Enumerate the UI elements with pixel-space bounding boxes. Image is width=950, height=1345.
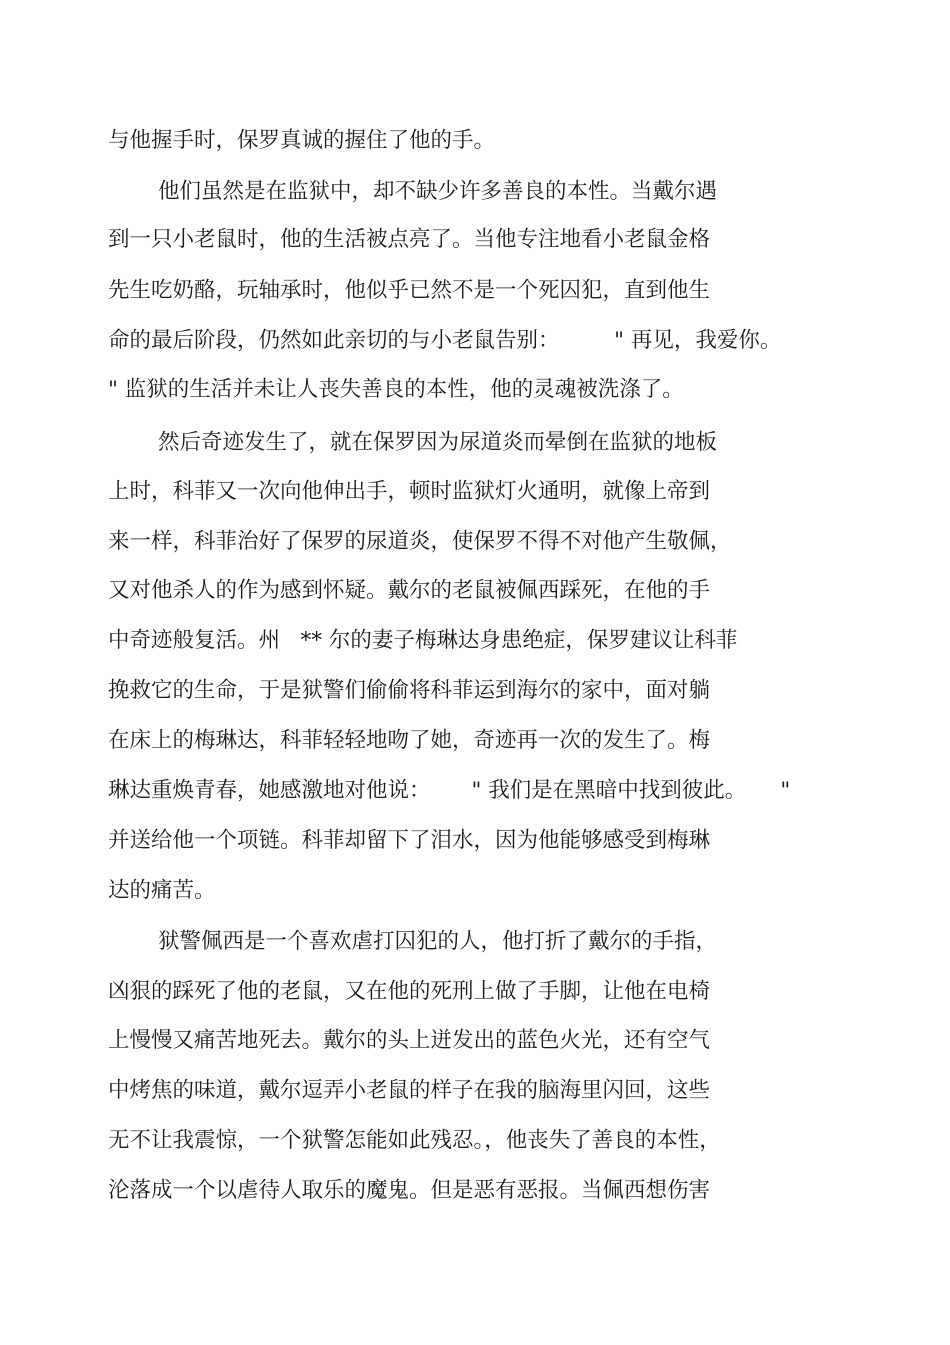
text-line: 又对他杀人的作为感到怀疑。戴尔的老鼠被佩西踩死，在他的手 <box>108 578 711 603</box>
text-line: 在床上的梅琳达，科菲轻轻地吻了她，奇迹再一次的发生了。梅 <box>108 728 711 753</box>
text-line: 沦落成一个以虐待人取乐的魔鬼。但是恶有恶报。当佩西想伤害 <box>108 1178 711 1203</box>
text-line: 来一样，科菲治好了保罗的尿道炎，使保罗不得不对他产生敬佩， <box>108 529 732 554</box>
text-line: 凶狠的踩死了他的老鼠，又在他的死刑上做了手脚，让他在电椅 <box>108 979 711 1004</box>
text-line: 上时，科菲又一次向他伸出手，顿时监狱灯火通明，就像上帝到 <box>108 479 711 504</box>
text-line: 狱警佩西是一个喜欢虐打囚犯的人，他打折了戴尔的手指， <box>158 929 718 954</box>
text-line: 到一只小老鼠时，他的生活被点亮了。当他专注地看小老鼠金格 <box>108 227 711 252</box>
text-line: 与他握手时，保罗真诚的握住了他的手。 <box>108 128 496 153</box>
text-line: 中烤焦的味道，戴尔逗弄小老鼠的样子在我的脑海里闪回，这些 <box>108 1078 711 1103</box>
text-line: " 监狱的生活并未让人丧失善良的本性，他的灵魂被洗涤了。 <box>108 377 684 402</box>
text-line: 达的痛苦。 <box>108 878 216 903</box>
text-line: 挽救它的生命，于是狱警们偷偷将科菲运到海尔的家中，面对躺 <box>108 678 711 703</box>
text-line: 上慢慢又痛苦地死去。戴尔的头上迸发出的蓝色火光，还有空气 <box>108 1028 711 1053</box>
text-line: 他们虽然是在监狱中，却不缺少许多善良的本性。当戴尔遇 <box>158 179 718 204</box>
text-line: 琳达重焕青春，她感激地对他说： " 我们是在黑暗中找到彼此。 " <box>108 778 791 803</box>
text-line: 命的最后阶段，仍然如此亲切的与小老鼠告别： " 再见，我爱你。 <box>108 328 782 353</box>
text-line: 中奇迹般复活。州 ** 尔的妻子梅琳达身患绝症，保罗建议让科菲 <box>108 628 738 653</box>
text-line: 然后奇迹发生了，就在保罗因为尿道炎而晕倒在监狱的地板 <box>158 430 718 455</box>
text-line: 并送给他一个项链。科菲却留下了泪水，因为他能够感受到梅琳 <box>108 828 711 853</box>
text-line: 无不让我震惊，一个狱警怎能如此残忍。，他丧失了善良的本性， <box>108 1128 721 1153</box>
text-line: 先生吃奶酪，玩轴承时，他似乎已然不是一个死囚犯，直到他生 <box>108 278 711 303</box>
